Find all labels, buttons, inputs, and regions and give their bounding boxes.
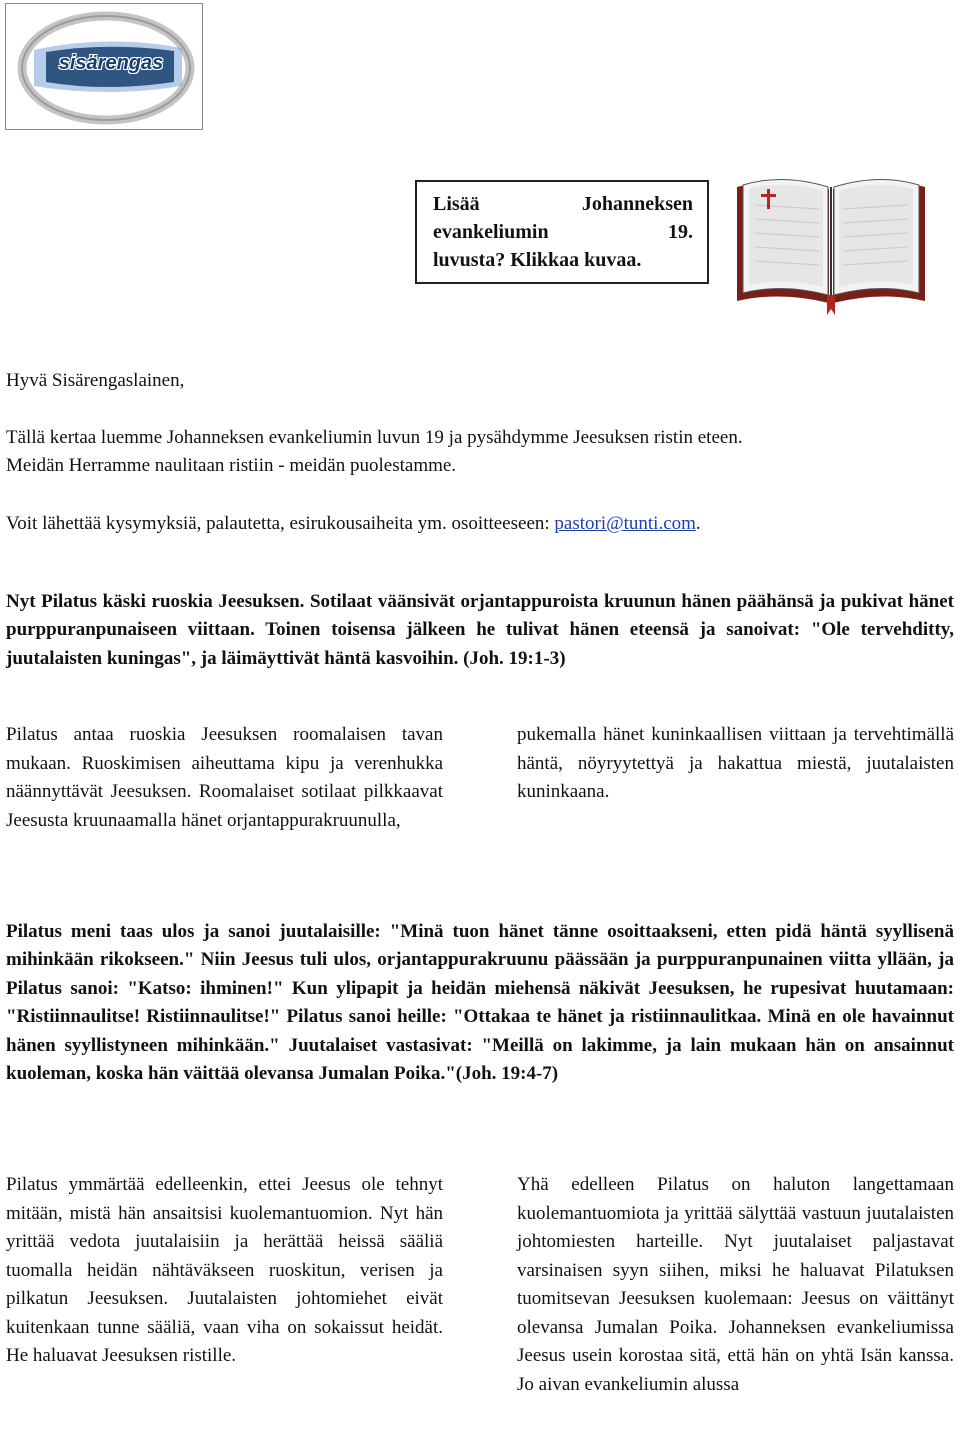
logo-wordmark: sisärengas — [58, 52, 164, 74]
greeting: Hyvä Sisärengaslainen, — [6, 370, 185, 391]
callout-word: evankeliumin — [433, 221, 549, 243]
scripture-john-19-4-7: Pilatus meni taas ulos ja sanoi juutalaisille: "Minä tuon hänet tänne osoittaakseni, etten pidä häntä syyllisenä mihinkään rikokseen." Niin Jeesus tuli ulos, orjantappurakruunu päässään ja purppuranpunainen viitta yllään, ja Pilatus sanoi: "Katso: ihminen!" Kun ylipapit ja heidän miehensä näkivät Jeesuksen, he rupesivat huutamaan: "Ristiinnaulitse! Ristiinnaulitse!" Pilatus sanoi heille: "Ottakaa te hänet ja ristiinnaulitkaa. Minä en ole havainnut hänen syyllistyneen mihinkään." Juutalaiset vastasivat: "Meillä on lakimme, ja lain mukaan hän on ansainnut kuoleman, koska hän väittää olevansa Jumalan Poika."(Joh. 19:4-7) — [6, 921, 954, 1085]
more-chapter-callout[interactable] — [415, 180, 709, 284]
commentary-2-left: Pilatus ymmärtää edelleenkin, ettei Jeesus ole tehnyt mitään, mistä hän ansaitsisi kuolemantuomion. Nyt hän yrittää vedota juutalaisiin ja herättää heissä sääliä tuomalla heidän nähtäväkseen ruoskitun, verisen ja pilkatun Jeesuksen. Juutalaisten johtomiehet eivät kuitenkaan tunne sääliä, vaan viha on sokaissut heidät. He haluavat Jeesuksen ristille. — [6, 1174, 443, 1366]
callout-line-1 — [433, 190, 693, 218]
contact-line — [6, 510, 701, 538]
scripture-john-19-1-3: Nyt Pilatus käski ruoskia Jeesuksen. Sotilaat väänsivät orjantappuroista kruunun hänen päähänsä ja pukivat hänet purppuranpunaiseen viittaan. Toinen toisensa jälkeen he tulivat hänen eteensä ja sanoivat: "Ole tervehditty, juutalaisten kuningas", ja läimäyttivät häntä kasvoihin. (Joh. 19:1-3) — [6, 591, 954, 669]
sisarengas-logo[interactable] — [5, 3, 203, 130]
commentary-1-right: pukemalla hänet kuninkaallisen viittaan ja tervehtimällä häntä, nöyryytettyä ja hakattua miestä, juutalaisten kuninkaana. — [517, 724, 954, 802]
callout-line-2 — [433, 218, 693, 246]
intro-line-2: Meidän Herramme naulitaan ristiin - meidän puolestamme. — [6, 455, 457, 476]
cross-icon — [767, 189, 770, 209]
intro-line-1: Tällä kertaa luemme Johanneksen evankeliumin luvun 19 ja pysähdymme Jeesuksen ristin eteen. — [6, 427, 743, 448]
contact-suffix: . — [695, 513, 701, 534]
open-bible-icon[interactable] — [731, 175, 931, 315]
callout-word: Johanneksen — [581, 193, 693, 215]
callout-line-3: luvusta? Klikkaa kuvaa. — [433, 249, 642, 271]
callout-word: 19. — [668, 221, 693, 243]
email-link[interactable]: pastori@tunti.com — [554, 513, 696, 534]
contact-prefix: Voit lähettää kysymyksiä, palautetta, esirukousaiheita ym. osoitteeseen: — [6, 513, 555, 534]
commentary-1-left: Pilatus antaa ruoskia Jeesuksen roomalaisen tavan mukaan. Ruoskimisen aiheuttama kipu ja verenhukka näännyttävät Jeesuksen. Roomalaiset sotilaat pilkkaavat Jeesusta kruunaamalla hänet orjantappurakruunulla, — [6, 724, 443, 831]
commentary-2-right: Yhä edelleen Pilatus on haluton langettamaan kuolemantuomiota ja yrittää sälyttää vastuun juutalaisten johtomiesten harteille. Nyt juutalaiset paljastavat varsinaisen syyn siihen, miksi he haluavat Pilatuksen tuomitsevan Jeesuksen kuolemaan: Jeesus on väittänyt olevansa Jumalan Poika. Johanneksen evankeliumissa Jeesus usein korostaa sitä, että hän on yhtä Isän kanssa. Jo aivan evankeliumin alussa — [517, 1174, 954, 1395]
callout-word: Lisää — [433, 193, 480, 215]
